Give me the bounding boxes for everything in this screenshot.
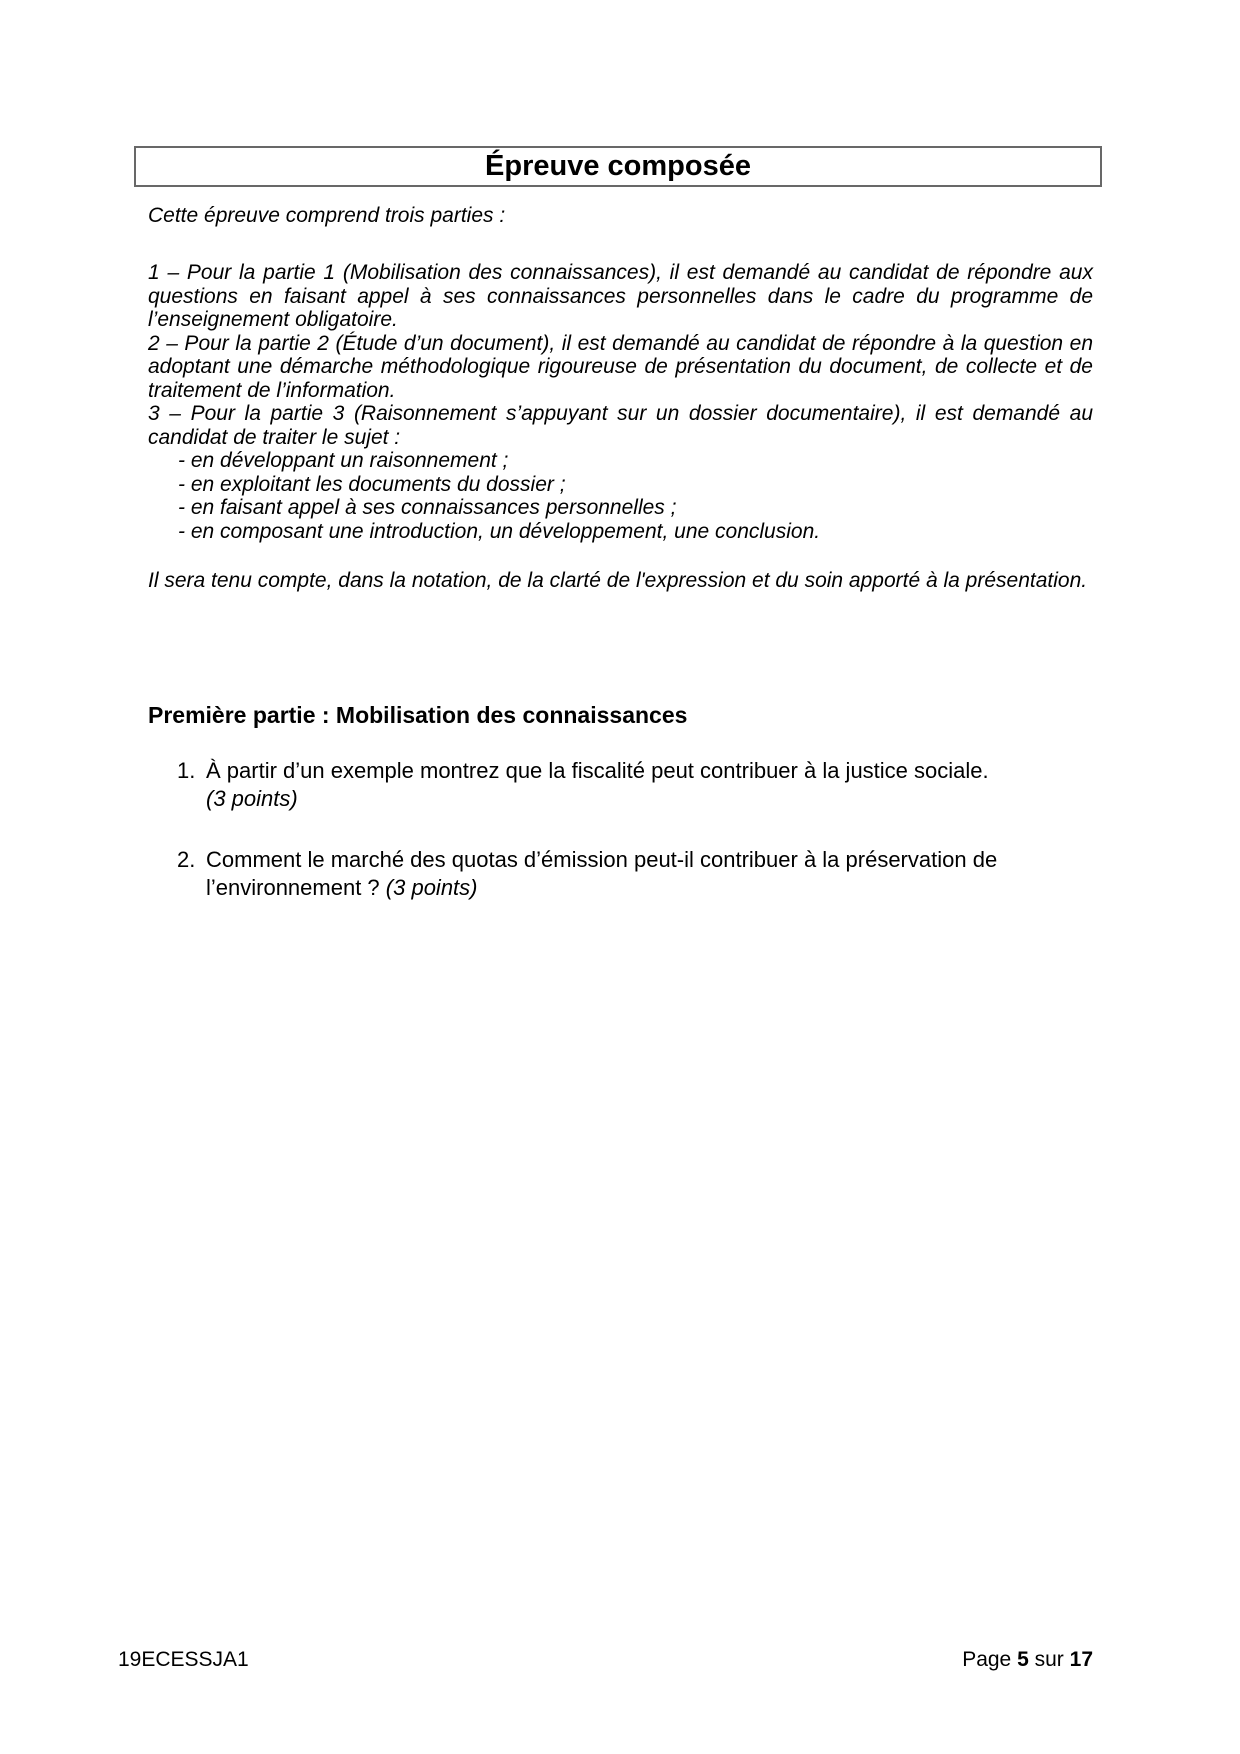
points-label: (3 points)	[385, 875, 478, 900]
instruction-bullet-4: - en composant une introduction, un développement, une conclusion.	[178, 519, 821, 543]
document-reference: 19ECESSJA1	[118, 1648, 249, 1671]
question-item-2	[177, 846, 1097, 902]
section-heading: Première partie : Mobilisation des connaissances	[148, 702, 688, 728]
points-label: (3 points)	[206, 786, 298, 811]
instructions-block	[148, 261, 1093, 543]
question-text	[206, 846, 1097, 902]
grading-note: Il sera tenu compte, dans la notation, de la clarté de l'expression et du soin apporté à la présentation.	[148, 569, 1088, 592]
question-2-line-2: l’environnement ?	[206, 875, 386, 900]
question-number: 1.	[177, 758, 196, 783]
page-word: Page	[962, 1648, 1012, 1671]
instruction-bullet-list	[148, 449, 1093, 543]
question-1-line-1: À partir d’un exemple montrez que la fiscalité peut contribuer à la justice sociale.	[206, 758, 989, 783]
instruction-paragraph-1: 1 – Pour la partie 1 (Mobilisation des connaissances), il est demandé au candidat de répondre aux questions en faisant appel à ses connaissances personnelles dans le cadre du programme de l’enseignement obligatoire.	[148, 261, 1093, 331]
page-separator: sur	[1034, 1648, 1064, 1671]
question-item-1	[177, 757, 1097, 813]
intro-text: Cette épreuve comprend trois parties :	[148, 204, 506, 227]
page-indicator	[962, 1648, 1093, 1672]
exam-title: Épreuve composée	[485, 150, 751, 182]
instruction-paragraph-2: 2 – Pour la partie 2 (Étude d’un document), il est demandé au candidat de répondre à la question en adoptant une démarche méthodologique rigoureuse de présentation du document, de collecte et de traitement de l’information.	[148, 331, 1093, 402]
question-2-line-1: Comment le marché des quotas d’émission peut-il contribuer à la préservation de	[206, 847, 998, 872]
questions-list	[177, 757, 1097, 902]
instruction-bullet-1: - en développant un raisonnement ;	[178, 449, 509, 472]
instruction-paragraph-3: 3 – Pour la partie 3 (Raisonnement s’appuyant sur un dossier documentaire), il est demandé au candidat de traiter le sujet :	[148, 402, 1093, 449]
question-number: 2.	[177, 847, 196, 872]
instruction-bullet-3: - en faisant appel à ses connaissances personnelles ;	[178, 496, 677, 519]
total-pages: 17	[1069, 1648, 1093, 1671]
page-number: 5	[1017, 1648, 1029, 1671]
instruction-bullet-2: - en exploitant les documents du dossier ;	[178, 472, 566, 496]
exam-title-box	[134, 146, 1102, 187]
page-footer	[118, 1648, 1093, 1672]
question-text	[206, 757, 1097, 813]
